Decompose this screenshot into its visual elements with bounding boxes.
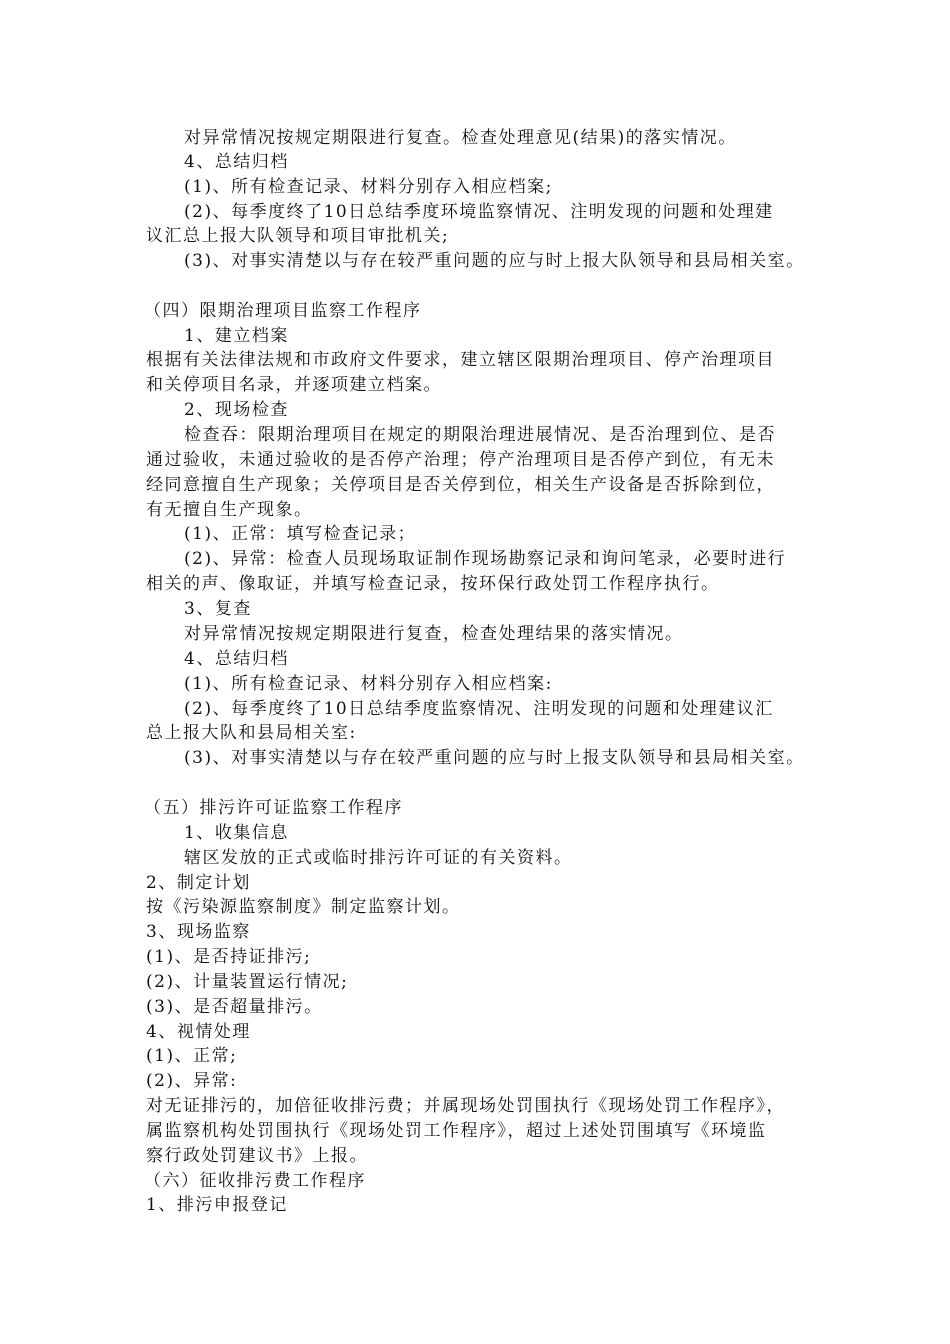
section-heading: 1、建立档案 xyxy=(184,326,289,346)
text-line: 按《污染源监察制度》制定监察计划。 xyxy=(146,897,461,917)
section-heading: 2、现场检查 xyxy=(184,400,289,420)
text-line: 辖区发放的正式或临时排污许可证的有关资料。 xyxy=(184,848,573,868)
text-line: (2)、计量装置运行情况; xyxy=(146,972,349,992)
text-line: 检查吞：限期治理项目在规定的期限治理进展情况、是否治理到位、是否 xyxy=(184,425,776,445)
text-line: 对异常情况按规定期限进行复查，检查处理结果的落实情况。 xyxy=(184,624,684,644)
text-line: 通过验收，未通过验收的是否停产治理；停产治理项目是否停产到位，有无未 xyxy=(146,450,775,470)
text-line: 属监察机构处罚围执行《现场处罚工作程序》，超过上述处罚围填写《环境监 xyxy=(146,1121,767,1141)
section-heading: 4、总结归档 xyxy=(184,649,289,669)
text-line: 总上报大队和县局相关室: xyxy=(146,723,357,743)
section-heading: 3、现场监察 xyxy=(146,922,251,942)
chapter-heading: （五）排污许可证监察工作程序 xyxy=(144,798,403,818)
section-heading: 3、复查 xyxy=(184,599,252,619)
text-line: 相关的声、像取证，并填写检查记录，按环保行政处罚工作程序执行。 xyxy=(146,574,720,594)
text-line: 察行政处罚建议书》上报。 xyxy=(146,1146,368,1166)
text-line: (1)、所有检查记录、材料分别存入相应档案; xyxy=(184,177,553,197)
text-line: (1)、是否持证排污; xyxy=(146,947,312,967)
text-line: 对异常情况按规定期限进行复查。检查处理意见(结果)的落实情况。 xyxy=(184,128,737,148)
text-line: 经同意擅自生产现象；关停项目是否关停到位，相关生产设备是否拆除到位， xyxy=(146,475,775,495)
text-line: (2)、异常：检查人员现场取证制作现场勘察记录和询问笔录，必要时进行 xyxy=(184,549,787,569)
text-line: 根据有关法律法规和市政府文件要求，建立辖区限期治理项目、停产治理项目 xyxy=(146,350,775,370)
text-line: (1)、正常; xyxy=(146,1046,238,1066)
text-line: (3)、对事实清楚以与存在较严重问题的应与时上报大队领导和县局相关室。 xyxy=(184,251,805,271)
section-heading: 4、视情处理 xyxy=(146,1022,251,1042)
text-line: (3)、是否超量排污。 xyxy=(146,997,323,1017)
section-heading: 1、排污申报登记 xyxy=(146,1195,288,1215)
section-heading: 2、制定计划 xyxy=(146,873,251,893)
text-line: (2)、每季度终了10日总结季度环境监察情况、注明发现的问题和处理建 xyxy=(184,202,774,222)
text-line: (2)、异常: xyxy=(146,1071,238,1091)
text-line: 对无证排污的，加倍征收排污费；并属现场处罚围执行《现场处罚工作程序》， xyxy=(146,1096,785,1116)
chapter-heading: （四）限期治理项目监察工作程序 xyxy=(144,301,422,321)
text-line: (2)、每季度终了10日总结季度监察情况、注明发现的问题和处理建议汇 xyxy=(184,699,774,719)
text-line: (3)、对事实清楚以与存在较严重问题的应与时上报支队领导和县局相关室。 xyxy=(184,748,805,768)
text-line: (1)、正常：填写检查记录； xyxy=(184,524,417,544)
text-line: 议汇总上报大队领导和项目审批机关; xyxy=(146,226,450,246)
section-heading: 1、收集信息 xyxy=(184,823,289,843)
chapter-heading: （六）征收排污费工作程序 xyxy=(144,1171,366,1191)
text-line: 有无擅自生产现象。 xyxy=(146,500,313,520)
text-line: (1)、所有检查记录、材料分别存入相应档案: xyxy=(184,674,553,694)
section-heading: 4、总结归档 xyxy=(184,152,289,172)
text-line: 和关停项目名录，并逐项建立档案。 xyxy=(146,375,442,395)
